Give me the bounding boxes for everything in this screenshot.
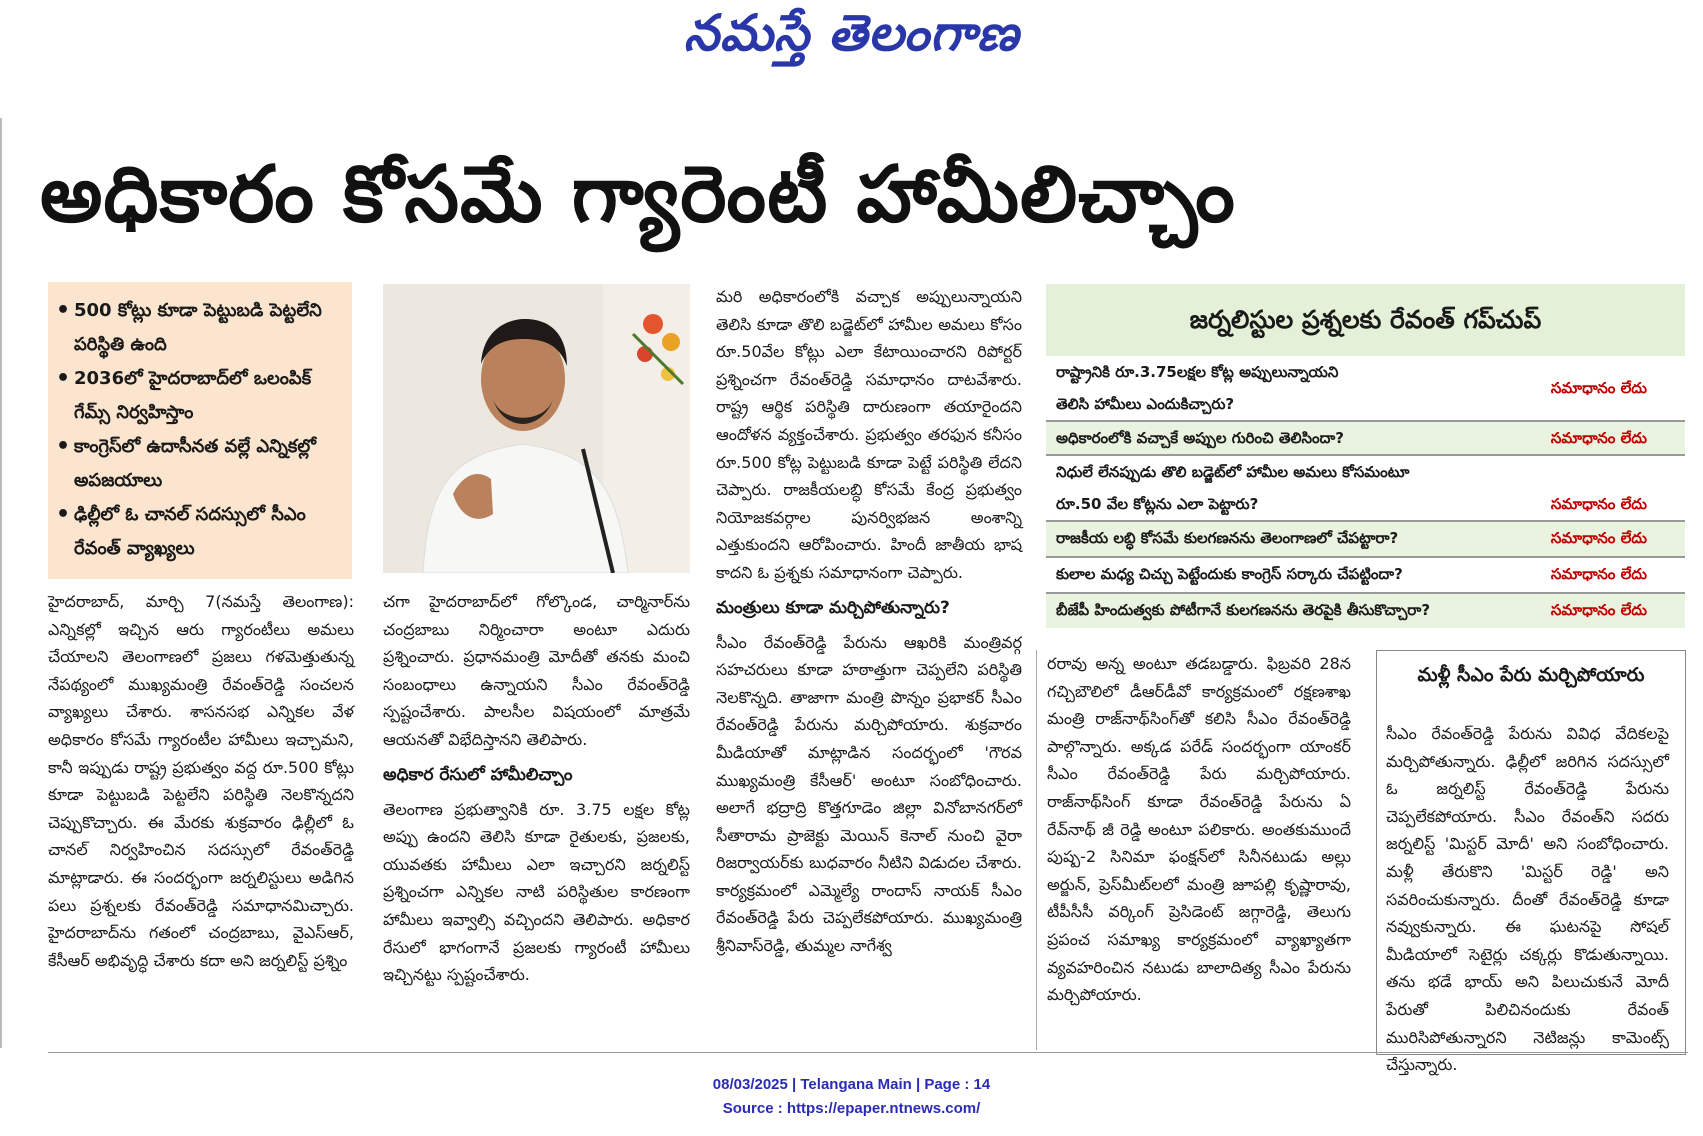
- qa-answer: సమాధానం లేదు: [1550, 601, 1647, 619]
- qa-question: బీజేపీ హిందుత్వకు పోటీగానే కులగణనను తెరపైకి తీసుకొచ్చారా?: [1056, 601, 1431, 619]
- article-headline: అధికారం కోసమే గ్యారెంటీ హామీలిచ్చాం: [40, 150, 1236, 240]
- article-paragraph: సీఎం రేవంత్‌రెడ్డి పేరును ఆఖరికి మంత్రివర్గ సహచరులు కూడా హఠాత్తుగా చెప్పలేని పరిస్థితి నెలకొన్నది. తాజాగా మంత్రి పొన్నం ప్రభాకర్ సీఎం రేవంత్‌రెడ్డి పేరును మర్చిపోయారు. శుక్రవారం మీడియాతో మాట్లాడిన సందర్భంలో 'గౌరవ ముఖ్యమంత్రి కేసీఆర్' అంటూ సంబోధించారు. అలాగే భద్రాద్రి కొత్తగూడెం జిల్లా వినోబానగర్‌లో సీతారామ ప్రాజెక్టు మెయిన్ కెనాల్ నుంచి వైరా రిజర్వాయర్‌కు బుధవారం నీటిని విడుదల చేశారు. కార్యక్రమంలో ఎమ్మెల్యే రాందాస్ నాయక్ సీఎం రేవంత్‌రెడ్డి పేరు చెప్పలేకపోయారు. ముఖ్యమంత్రి శ్రీనివాస్‌రెడ్డి, తుమ్మల నాగేశ్వ: [716, 632, 1022, 956]
- sidebar-title: మళ్లీ సీఎం పేరు మర్చిపోయారు: [1417, 664, 1645, 686]
- person-photo-icon: [383, 284, 690, 573]
- article-paragraph: హైదరాబాద్, మార్చి 7(నమస్తే తెలంగాణ): ఎన్నికల్లో ఇచ్చిన ఆరు గ్యారంటీలు అమలు చేయాలని తెలంగాణలో ప్రజలు గళమెత్తుతున్న నేపథ్యంలో ముఖ్యమంత్రి రేవంత్‌రెడ్డి సంచలన వ్యాఖ్యలు చేశారు. శాసనసభ ఎన్నికల వేళ అధికారం కోసమే గ్యారంటీల హామీలు ఇచ్చామని, కానీ ఇప్పుడు రాష్ట్ర ప్రభుత్వం వద్ద రూ.500 కోట్లు కూడా పెట్టుబడి పెట్టలేని పరిస్థితి నెలకొన్నదని చెప్పుకొచ్చారు. ఈ మేరకు శుక్రవారం ఢిల్లీలో ఓ చానల్ నిర్వహించిన సదస్సులో రేవంత్‌రెడ్డి మాట్లాడారు. ఈ సందర్భంగా జర్నలిస్టులు అడిగిన పలు ప్రశ్నలకు రేవంత్‌రెడ్డి సమాధానమిచ్చారు. హైదరాబాద్‌ను గతంలో చంద్రబాబు, వైఎస్ఆర్, కేసీఆర్ అభివృద్ధి చేశారు కదా అని జర్నలిస్ట్ ప్రశ్నిం: [48, 592, 354, 970]
- article-column-4: [1047, 650, 1351, 1009]
- qa-answer: సమాధానం లేదు: [1550, 565, 1647, 583]
- highlight-item: • 2036లో హైదరాబాద్‌లో ఒలంపిక్ గేమ్స్ నిర్వహిస్తాం: [74, 362, 342, 430]
- article-paragraph: మరి అధికారంలోకి వచ్చాక అప్పులున్నాయని తెలిసి కూడా తొలి బడ్జెట్‌లో హామీల అమలు కోసం రూ.50వేల కోట్లు ఎలా కేటాయించారని రిపోర్టర్ ప్రశ్నించగా రేవంత్‌రెడ్డి సమాధానం దాటవేశారు. రాష్ట్ర ఆర్థిక పరిస్థితి దారుణంగా తయారైందని ఆందోళన వ్యక్తంచేశారు. ప్రభుత్వం తరఫున కనీసం రూ.500 కోట్ల పెట్టుబడి కూడా పెట్టే పరిస్థితి లేదని చెప్పారు. రాజకీయలబ్ధి కోసమే కేంద్ర ప్రభుత్వం నియోజకవర్గాల పునర్విభజన అంశాన్ని ఎత్తుకుందని ఆరోపించారు. హిందీ జాతీయ భాష కాదని ఓ ప్రశ్నకు సమాధానంగా చెప్పారు.: [716, 287, 1022, 582]
- qa-row: [1046, 456, 1685, 520]
- qa-question: నిధులే లేనప్పుడు తొలి బడ్జెట్‌లో హామీల అమలు కోసమంటూ: [1056, 463, 1410, 481]
- qa-row: [1046, 522, 1685, 556]
- highlight-item: • కాంగ్రెస్‌లో ఉదాసీనత వల్లే ఎన్నికల్లో అపజయాలు: [74, 430, 342, 498]
- footer-source-link[interactable]: Source : https://epaper.ntnews.com/: [722, 1100, 981, 1117]
- qa-question: రాష్ట్రానికి రూ.3.75లక్షల కోట్ల అప్పులున్నాయని: [1056, 363, 1339, 381]
- qa-question: రాజకీయ లబ్ధి కోసమే కులగణనను తెలంగాణలో చేపట్టారా?: [1056, 529, 1399, 547]
- article-paragraph: రరావు అన్న అంటూ తడబడ్డారు. ఫిబ్రవరి 28న గచ్చిబౌలిలో డీఆర్‌డీవో కార్యక్రమంలో రక్షణశాఖ మంత్రి రాజ్‌నాథ్‌సింగ్‌తో కలిసి సీఎం రేవంత్‌రెడ్డి పాల్గొన్నారు. అక్కడ పరేడ్ సందర్భంగా యాంకర్ సీఎం రేవంత్‌రెడ్డి పేరు మర్చిపోయారు. రాజ్‌నాథ్‌సింగ్ కూడా రేవంత్‌రెడ్డి పేరును ఏ రేవ్‌నాథ్ జీ రెడ్డి అంటూ పలికారు. అంతకుముందే పుష్ప-2 సినిమా ఫంక్షన్‌లో సినీనటుడు అల్లు అర్జున్, ప్రెస్‌మీట్‌లలో మంత్రి జూపల్లి కృష్ణారావు, టీపీసీసీ వర్కింగ్ ప్రెసిడెంట్ జగ్గారెడ్డి, తెలుగు ప్రపంచ సమాఖ్య కార్యక్రమంలో వ్యాఖ్యాతగా వ్యవహరించిన నటుడు బాలాదిత్య సీఎం పేరును మర్చిపోయారు.: [1047, 654, 1351, 1005]
- qa-answer: సమాధానం లేదు: [1550, 529, 1647, 547]
- qa-answer: సమాధానం లేదు: [1550, 379, 1647, 397]
- article-paragraph: చగా హైదరాబాద్‌లో గోల్కొండ, చార్మినార్‌ను చంద్రబాబు నిర్మించారా అంటూ ఎదురు ప్రశ్నించారు. ప్రధానమంత్రి మోదీతో తనకు మంచి సంబంధాలు ఉన్నాయని సీఎం రేవంత్‌రెడ్డి స్పష్టంచేశారు. పాలసీల విషయంలో మాత్రమే ఆయనతో విభేదిస్తానని తెలిపారు.: [383, 592, 690, 749]
- column-rule: [1036, 650, 1037, 1050]
- qa-question: తెలిసి హామీలు ఎందుకిచ్చారు?: [1056, 395, 1235, 413]
- qa-row: [1046, 356, 1685, 420]
- bottom-rule: [48, 1052, 1688, 1053]
- qa-question: అధికారంలోకి వచ్చాకే అప్పుల గురించి తెలిసిందా?: [1056, 429, 1344, 447]
- qa-row: [1046, 558, 1685, 592]
- article-paragraph: తెలంగాణ ప్రభుత్వానికి రూ. 3.75 లక్షల కోట్ల అప్పు ఉందని తెలిసి కూడా రైతులకు, ప్రజలకు, యువతకు హామీలు ఎలా ఇచ్చారని జర్నలిస్ట్ ప్రశ్నించగా ఎన్నికల నాటి పరిస్థితుల కారణంగా హామీలు ఇవ్వాల్సి వచ్చిందని తెలిపారు. అధికార రేసులో భాగంగానే ప్రజలకు గ్యారంటీ హామీలు ఇచ్చినట్టు స్పష్టంచేశారు.: [383, 799, 690, 985]
- article-paragraph: సీఎం రేవంత్‌రెడ్డి పేరును వివిధ వేదికలపై మర్చిపోతున్నారు. ఢిల్లీలో జరిగిన సదస్సులో ఓ జర్నలిస్ట్ రేవంత్‌రెడ్డి పేరును చెప్పలేకపోయారు. సీఎం రేవంత్‌ని సదరు జర్నలిస్ట్ 'మిస్టర్ మోదీ' అని సంబోధించారు. మళ్లీ తేరుకొని 'మిస్టర్ రెడ్డి' అని సవరించుకున్నారు. దీంతో రేవంత్‌రెడ్డి కూడా నవ్వుకున్నారు. ఈ ఘటనపై సోషల్ మీడియాలో సెటైర్లు చక్కర్లు కొడుతున్నాయి. తను భడే భాయ్ అని పిలుచుకునే మోదీ పేరుతో పిలిచినందుకు రేవంత్ మురిసిపోతున్నారని నెటిజన్లు కామెంట్స్ చేస్తున్నారు.: [1386, 724, 1669, 1075]
- person-photo: [383, 284, 690, 573]
- qa-title: జర్నలిస్టుల ప్రశ్నలకు రేవంత్ గప్‌చుప్: [1046, 284, 1685, 356]
- qa-box: [1046, 284, 1685, 632]
- highlight-item: • 500 కోట్లు కూడా పెట్టుబడి పెట్టలేని పరిస్థితి ఉంది: [74, 294, 342, 362]
- page-edge-line: [0, 118, 2, 1048]
- highlight-item: • ఢిల్లీలో ఓ చానల్ సదస్సులో సీఎం రేవంత్ వ్యాఖ్యలు: [74, 498, 342, 566]
- article-column-3: [716, 283, 1022, 960]
- article-column-1: [48, 588, 354, 974]
- qa-question: కులాల మధ్య చిచ్చు పెట్టేందుకు కాంగ్రెస్ సర్కారు చేపట్టిందా?: [1056, 565, 1403, 583]
- article-column-2: [383, 588, 690, 989]
- sub-heading: మంత్రులు కూడా మర్చిపోతున్నారు?: [716, 597, 950, 618]
- qa-question: రూ.50 వేల కోట్లను ఎలా పెట్టారు?: [1056, 495, 1259, 513]
- highlights-box: [48, 282, 352, 579]
- masthead-logo: నమస్తే తెలంగాణ: [683, 4, 1020, 62]
- qa-answer: సమాధానం లేదు: [1550, 429, 1647, 447]
- qa-answer: సమాధానం లేదు: [1550, 495, 1647, 513]
- qa-row: [1046, 422, 1685, 454]
- sub-heading: అధికార రేసులో హామీలిచ్చాం: [383, 764, 573, 785]
- qa-row: [1046, 594, 1685, 628]
- sidebar-text: [1386, 720, 1669, 1079]
- footer-date-line: 08/03/2025 | Telangana Main | Page : 14: [712, 1076, 991, 1093]
